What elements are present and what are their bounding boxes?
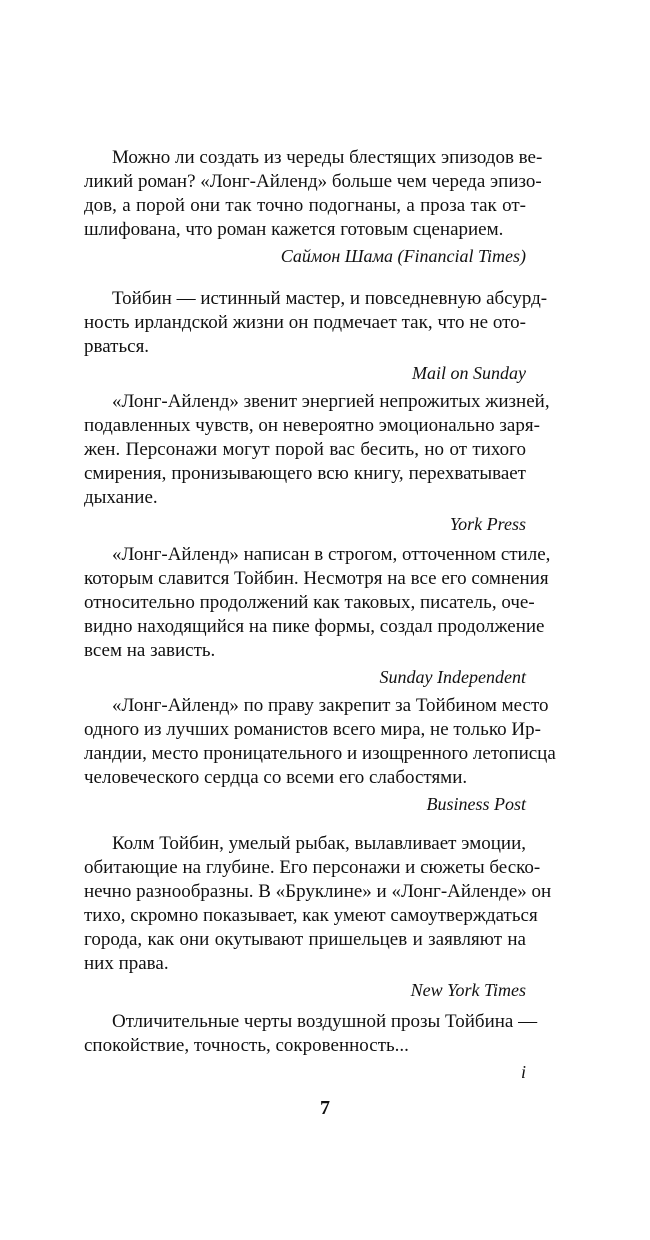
review-quote-3: [84, 390, 550, 536]
quote-line: видно находящийся на пике формы, создал продолжение: [84, 616, 545, 637]
quote-line: обитающие на глубине. Его персонажи и сюжеты беско-: [84, 857, 541, 878]
quote-line: жен. Персонажи могут порой вас бесить, но от тихого: [84, 439, 526, 460]
quote-line: «Лонг-Айленд» по праву закрепит за Тойбином место: [112, 695, 549, 716]
quote-line: «Лонг-Айленд» звенит энергией непрожитых жизней,: [112, 391, 550, 412]
quote-line: нечно разнообразны. В «Бруклине» и «Лонг-Айленде» он: [84, 881, 552, 902]
quote-line: ность ирландской жизни он подмечает так, что не ото-: [84, 312, 526, 333]
quote-line: ландии, место проницательного и изощренного летописца: [84, 743, 556, 764]
quote-source: Sunday Independent: [379, 667, 526, 687]
quote-line: одного из лучших романистов всего мира, не только Ир-: [84, 719, 541, 740]
quote-line: Отличительные черты воздушной прозы Тойбина —: [112, 1011, 538, 1032]
review-quote-5: [84, 694, 556, 816]
quote-line: человеческого сердца со всеми его слабостями.: [84, 767, 468, 788]
page-number: 7: [320, 1097, 330, 1119]
quote-line: всем на зависть.: [84, 640, 216, 661]
quote-line: рваться.: [84, 336, 150, 357]
quote-source: Mail on Sunday: [412, 363, 526, 383]
quote-line: Можно ли создать из череды блестящих эпизодов ве-: [112, 147, 543, 168]
review-quote-2: [84, 287, 548, 385]
review-quote-4: [84, 543, 551, 689]
quote-source: i: [520, 1062, 526, 1082]
quote-line: ликий роман? «Лонг-Айленд» больше чем череда эпизо-: [84, 171, 542, 192]
quote-line: которым славится Тойбин. Несмотря на все его сомнения: [84, 568, 549, 589]
quote-line: дыхание.: [84, 487, 158, 508]
quote-source: Саймон Шама (Financial Times): [280, 246, 526, 266]
quote-line: дов, а порой они так точно подогнаны, а проза так от-: [84, 195, 526, 216]
quote-line: них права.: [84, 953, 169, 974]
quote-line: города, как они окутывают пришельцев и заявляют на: [84, 929, 526, 950]
quote-source: Business Post: [426, 794, 526, 814]
review-quote-1: [84, 146, 543, 268]
quote-line: «Лонг-Айленд» написан в строгом, отточенном стиле,: [112, 544, 551, 565]
quote-source: York Press: [449, 514, 526, 534]
review-quote-6: [84, 832, 552, 1002]
quote-line: подавленных чувств, он невероятно эмоционально заря-: [84, 415, 540, 436]
quote-line: Колм Тойбин, умелый рыбак, вылавливает эмоции,: [112, 833, 526, 854]
quote-line: Тойбин — истинный мастер, и повседневную абсурд-: [112, 288, 548, 309]
review-quote-7: [84, 1010, 538, 1084]
quote-line: смирения, пронизывающего всю книгу, перехватывает: [84, 463, 526, 484]
quote-line: тихо, скромно показывает, как умеют самоутверждаться: [84, 905, 538, 926]
quote-line: спокойствие, точность, сокровенность...: [84, 1035, 409, 1056]
quote-line: шлифована, что роман кажется готовым сценарием.: [84, 219, 504, 240]
quote-line: относительно продолжений как таковых, писатель, оче-: [84, 592, 535, 613]
quote-source: New York Times: [410, 980, 526, 1000]
